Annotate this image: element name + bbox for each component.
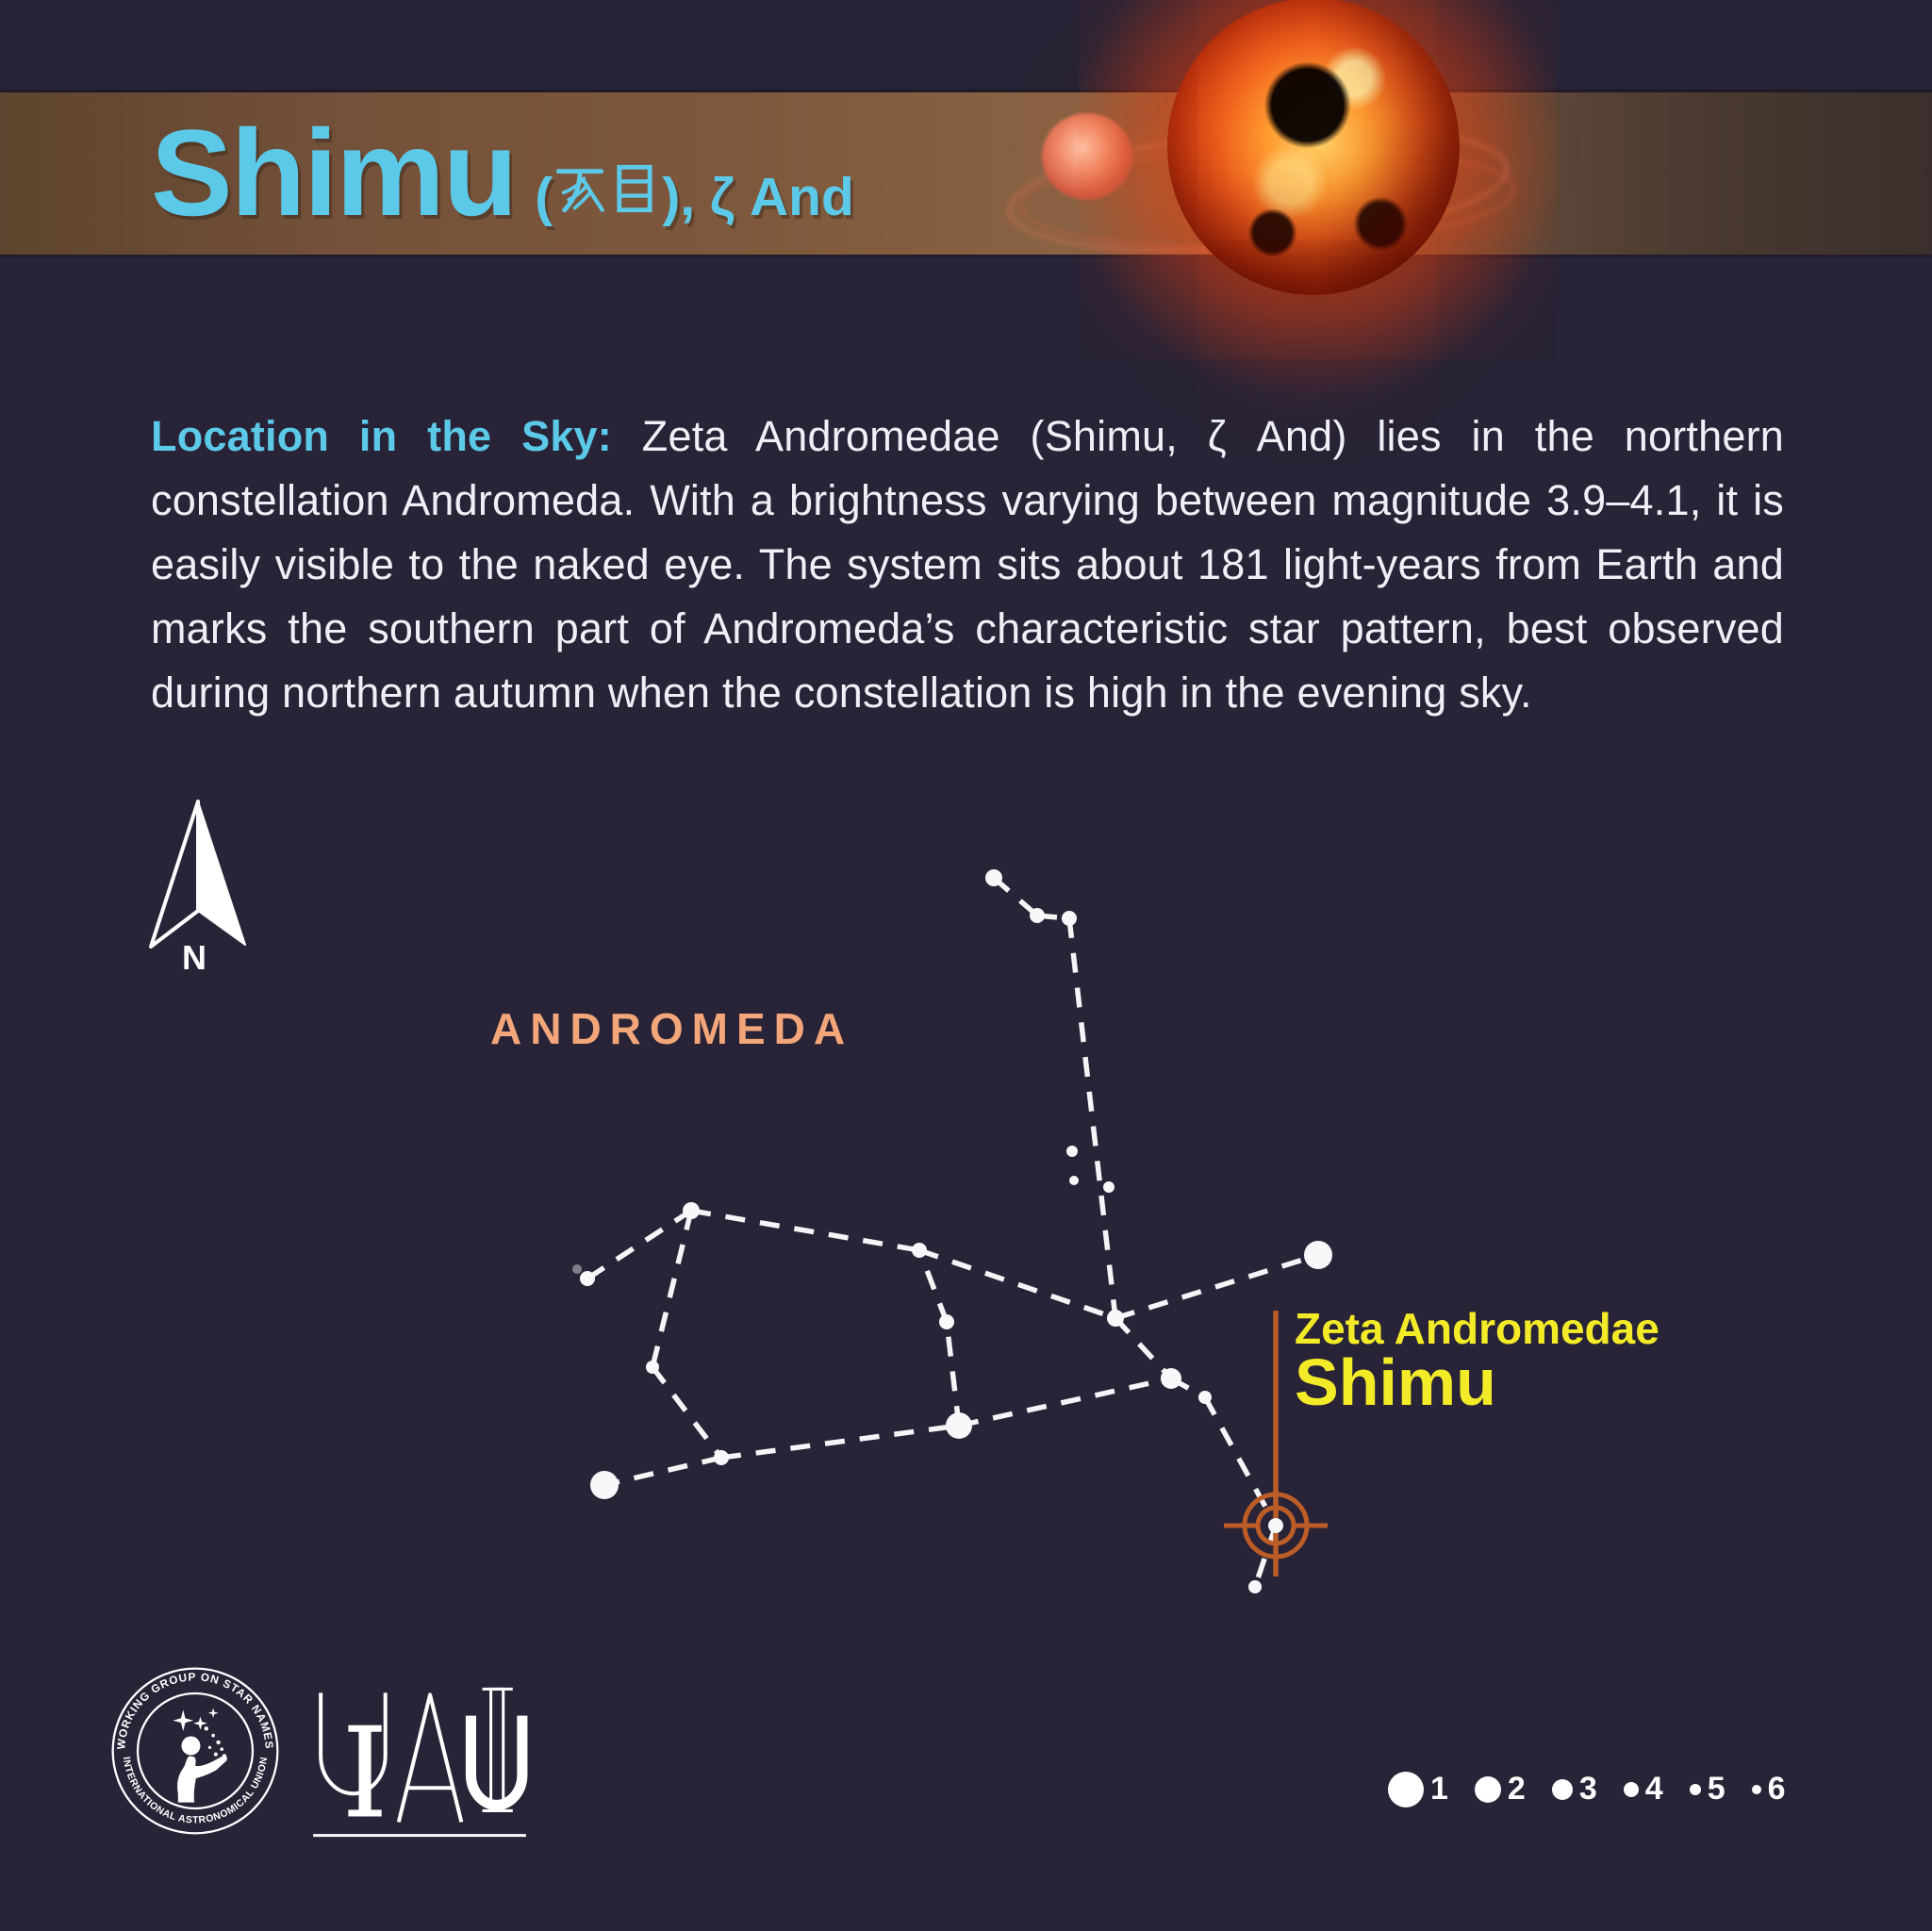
magnitude-legend: [1388, 1771, 1786, 1807]
star-east-2: [1198, 1391, 1212, 1404]
star-bright-1: [946, 1412, 972, 1439]
legend-item-4: [1624, 1771, 1663, 1807]
star-east-1: [1161, 1368, 1181, 1389]
constellation-line: [652, 1367, 721, 1458]
magnitude-dot: [1388, 1772, 1424, 1807]
magnitude-number: 4: [1644, 1771, 1663, 1807]
legend-item-3: [1552, 1771, 1597, 1807]
star-south-tail: [1248, 1580, 1262, 1593]
constellation-line: [1069, 918, 1115, 1318]
compass-n-label: N: [182, 938, 206, 973]
target-name-label: Shimu: [1295, 1345, 1496, 1419]
star-mid-1: [912, 1243, 927, 1258]
target-designation-label: Zeta Andromedae: [1295, 1304, 1660, 1353]
person-blowing-stars-icon: [173, 1708, 227, 1803]
star-name-title: Shimu: [151, 104, 517, 241]
star-bright-3: [1304, 1241, 1332, 1269]
magnitude-dot: [1475, 1776, 1501, 1803]
constellation-line: [947, 1322, 959, 1426]
magnitude-number: 1: [1430, 1771, 1448, 1807]
constellation-line: [691, 1211, 919, 1250]
magnitude-dot: [1752, 1785, 1761, 1794]
legend-item-1: [1388, 1771, 1448, 1807]
magnitude-number: 6: [1767, 1771, 1786, 1807]
constellation-line: [1115, 1255, 1318, 1318]
legend-item-5: [1690, 1771, 1726, 1807]
magnitude-number: 2: [1507, 1771, 1526, 1807]
star-bright-2: [590, 1471, 619, 1499]
faint-star: [572, 1264, 582, 1274]
star-small-c: [1103, 1181, 1115, 1193]
legend-item-6: [1752, 1771, 1786, 1807]
star-zeta-and-shimu: [1268, 1518, 1283, 1533]
star-west-3: [646, 1361, 659, 1374]
star-west-4: [714, 1450, 729, 1465]
legend-item-2: [1475, 1771, 1526, 1807]
star-north-chain-2: [1030, 908, 1045, 923]
star-west-2: [683, 1202, 700, 1219]
constellation-line: [604, 1458, 721, 1485]
wgsn-seal-logo: [109, 1665, 281, 1837]
magnitude-number: 5: [1707, 1771, 1726, 1807]
wgsn-arc-top-text: WORKING GROUP ON STAR NAMES: [114, 1670, 276, 1751]
star-mid-2: [939, 1314, 954, 1329]
iau-logo: [304, 1678, 536, 1844]
star-small-b: [1069, 1176, 1079, 1185]
magnitude-dot: [1690, 1784, 1701, 1795]
constellation-line: [1115, 1318, 1171, 1378]
star-west-1: [580, 1271, 595, 1286]
magnitude-dot: [1552, 1779, 1573, 1800]
location-text: Zeta Andromedae (Shimu, ζ And) lies in the northern constellation Andromeda. With a brightness varying between magnitude 3.9–4.1, it is easily visible to the naked eye. The system sits about 181 light-years from Earth and marks the southern part of Andromeda’s characteristic star pattern, best observed during northern autumn when the constellation is high in the evening sky.: [151, 412, 1784, 717]
north-arrow-icon: [140, 798, 256, 973]
magnitude-number: 3: [1578, 1771, 1597, 1807]
star-hub: [1107, 1310, 1124, 1327]
paren-open: (: [535, 167, 553, 227]
designation-suffix: ), ζ And: [662, 167, 854, 227]
magnitude-dot: [1624, 1782, 1639, 1797]
constellation-line: [1205, 1397, 1276, 1526]
constellation-line: [919, 1250, 1115, 1318]
star-north-chain-1: [985, 869, 1002, 886]
location-label: Location in the Sky:: [151, 412, 642, 460]
star-small-a: [1066, 1146, 1078, 1157]
constellation-line: [959, 1378, 1171, 1426]
constellation-line: [721, 1426, 959, 1458]
wgsn-arc-bottom-text: INTERNATIONAL ASTRONOMICAL UNION: [120, 1756, 271, 1826]
star-north-chain-3: [1062, 911, 1077, 926]
constellation-line: [587, 1211, 691, 1279]
constellation-line: [994, 878, 1037, 916]
constellation-name-label: ANDROMEDA: [490, 1004, 854, 1053]
constellation-line: [919, 1250, 947, 1322]
